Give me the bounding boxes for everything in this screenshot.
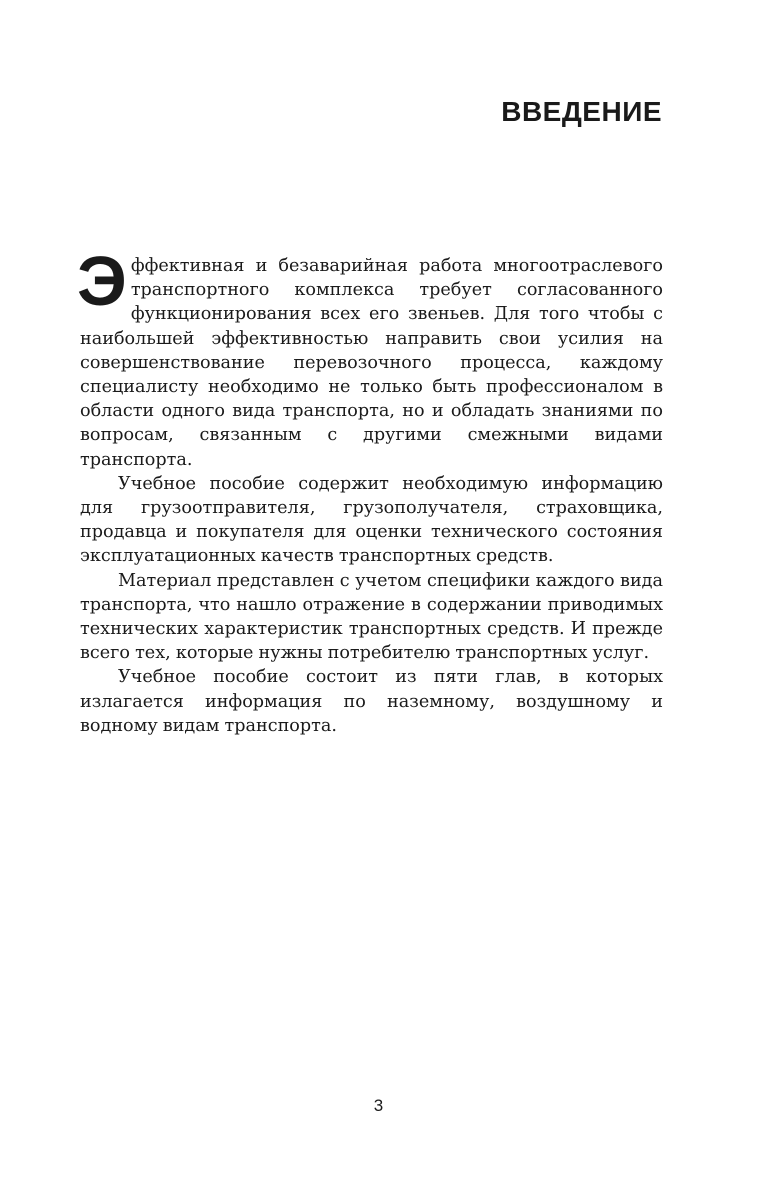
paragraph-material-specifics: Материал представлен с учетом специфики каждого вида транспорта, что нашло отражение в содержании приводимых технических характеристик транспортных средств. И прежде всего тех, которые нужны потребителю транспортных услуг. [80,570,663,664]
drop-cap: Э [77,242,127,320]
page-number: 3 [373,1096,384,1115]
intro-paragraph-text: ффективная и безаварийная работа многоотраслевого транспортного комплекса требует согласованного функционирования всех его звеньев. Для того чтобы с наибольшей эффективностью направить свои усилия на совершенствование перевозочного процесса, каждому специалисту необходимо не только быть профессионалом в области одного вида транспорта, но и обладать знаниями по вопросам, связанным с другими смежными видами транспорта. [80,256,663,470]
paragraph-chapters-overview: Учебное пособие состоит из пяти глав, в которых излагается информация по наземному, воздушному и водному видам транспорта. [80,667,663,736]
body-text [77,242,663,738]
page-title: ВВЕДЕНИЕ [501,96,662,127]
paragraph-textbook-contents: Учебное пособие содержит необходимую информацию для грузоотправителя, грузополучателя, страховщика, продавца и покупателя для оценки технического состояния эксплуатационных качеств транспортных средств. [80,473,663,567]
intro-paragraph [77,242,663,472]
